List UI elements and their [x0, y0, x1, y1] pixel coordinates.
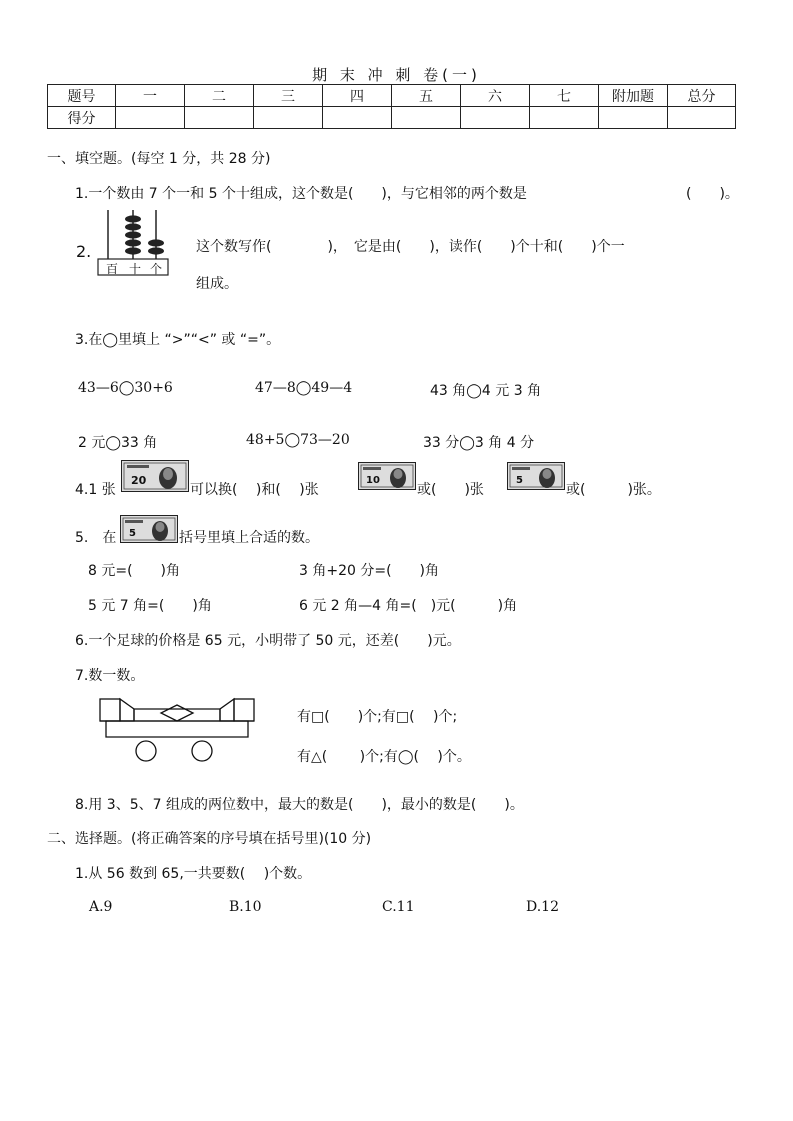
compare-item: 43 角◯4 元 3 角 — [430, 383, 542, 399]
abacus-label-hundreds: 百 — [106, 262, 119, 276]
table-cell: 一 — [116, 85, 185, 107]
page-title: 期 末 冲 刺 卷(一) — [312, 66, 481, 84]
table-cell: 总分 — [668, 85, 736, 107]
banknote-20-value: 20 — [131, 474, 147, 487]
banknote-5-value: 5 — [129, 528, 136, 539]
choice-option[interactable]: B.10 — [229, 899, 262, 915]
compare-item: 48+5◯73—20 — [246, 432, 350, 448]
score-input-cell[interactable] — [185, 107, 254, 129]
table-cell: 四 — [323, 85, 392, 107]
abacus-label-tens: 十 — [129, 262, 142, 276]
question-2-line1: 这个数写作( )， 它是由( )，读作( )个十和( )个一 — [196, 239, 625, 255]
question-7-line1: 有□( )个;有□( )个; — [297, 709, 458, 725]
table-cell: 得分 — [48, 107, 116, 129]
question-6: 6.一个足球的价格是 65 元，小明带了 50 元，还差( )元。 — [75, 633, 461, 649]
score-input-cell[interactable] — [668, 107, 736, 129]
table-cell: 七 — [530, 85, 599, 107]
question-7-line2: 有△( )个;有◯( )个。 — [297, 749, 471, 765]
choice-option[interactable]: A.9 — [89, 899, 113, 915]
table-cell: 题号 — [48, 85, 116, 107]
question-7: 7.数一数。 — [75, 668, 145, 684]
question-3: 3.在◯里填上 “>”“<” 或 “=”。 — [75, 332, 281, 348]
question-2-line2: 组成。 — [196, 276, 238, 292]
banknote-5-value: 5 — [516, 475, 523, 486]
question-4-part: 可以换( )和( )张 — [190, 482, 319, 498]
fill-item: 3 角+20 分=( )角 — [299, 563, 440, 579]
score-input-cell[interactable] — [530, 107, 599, 129]
score-input-cell[interactable] — [392, 107, 461, 129]
question-1: 1.一个数由 7 个一和 5 个十组成，这个数是( )，与它相邻的两个数是 — [75, 186, 527, 202]
banknote-10-value: 10 — [366, 475, 380, 486]
abacus-label-ones: 个 — [150, 262, 163, 276]
score-table — [47, 84, 736, 129]
score-input-cell[interactable] — [254, 107, 323, 129]
table-cell: 三 — [254, 85, 323, 107]
choice-option[interactable]: D.12 — [526, 899, 559, 915]
cart-figure — [98, 697, 258, 765]
compare-item: 33 分◯3 角 4 分 — [423, 435, 535, 451]
choice-question-1: 1.从 56 数到 65,一共要数( )个数。 — [75, 866, 312, 882]
banknote-10-image — [358, 462, 416, 490]
fill-item: 5 元 7 角=( )角 — [88, 598, 212, 614]
question-5-prefix: 5. 在 — [75, 530, 117, 546]
question-4-part: 或( )张。 — [566, 482, 661, 498]
question-8: 8.用 3、5、7 组成的两位数中，最大的数是( )，最小的数是( )。 — [75, 797, 524, 813]
question-2-number: 2. — [76, 242, 92, 261]
score-input-cell[interactable] — [461, 107, 530, 129]
question-1-answer-blank: ( )。 — [686, 186, 739, 202]
table-cell: 二 — [185, 85, 254, 107]
score-table-header-row — [48, 85, 736, 107]
table-cell: 附加题 — [599, 85, 668, 107]
section2-heading: 二、选择题。(将正确答案的序号填在括号里)(10 分) — [47, 831, 372, 847]
table-cell: 六 — [461, 85, 530, 107]
banknote-5-image — [507, 462, 565, 490]
choice-option[interactable]: C.11 — [382, 899, 415, 915]
fill-item: 6 元 2 角—4 角=( )元( )角 — [299, 598, 518, 614]
score-input-cell[interactable] — [599, 107, 668, 129]
score-table-score-row — [48, 107, 736, 129]
section1-heading: 一、填空题。(每空 1 分，共 28 分) — [47, 151, 271, 167]
score-input-cell[interactable] — [323, 107, 392, 129]
compare-item: 47—8◯49—4 — [255, 380, 353, 396]
banknote-5-image — [120, 515, 178, 543]
banknote-20-image — [121, 460, 189, 492]
compare-item: 2 元◯33 角 — [78, 435, 158, 451]
question-4-part: 4.1 张 — [75, 482, 116, 498]
score-input-cell[interactable] — [116, 107, 185, 129]
question-4-part: 或( )张 — [417, 482, 484, 498]
table-cell: 五 — [392, 85, 461, 107]
question-5-text: 括号里填上合适的数。 — [179, 530, 319, 546]
compare-item: 43—6◯30+6 — [78, 380, 173, 396]
fill-item: 8 元=( )角 — [88, 563, 181, 579]
